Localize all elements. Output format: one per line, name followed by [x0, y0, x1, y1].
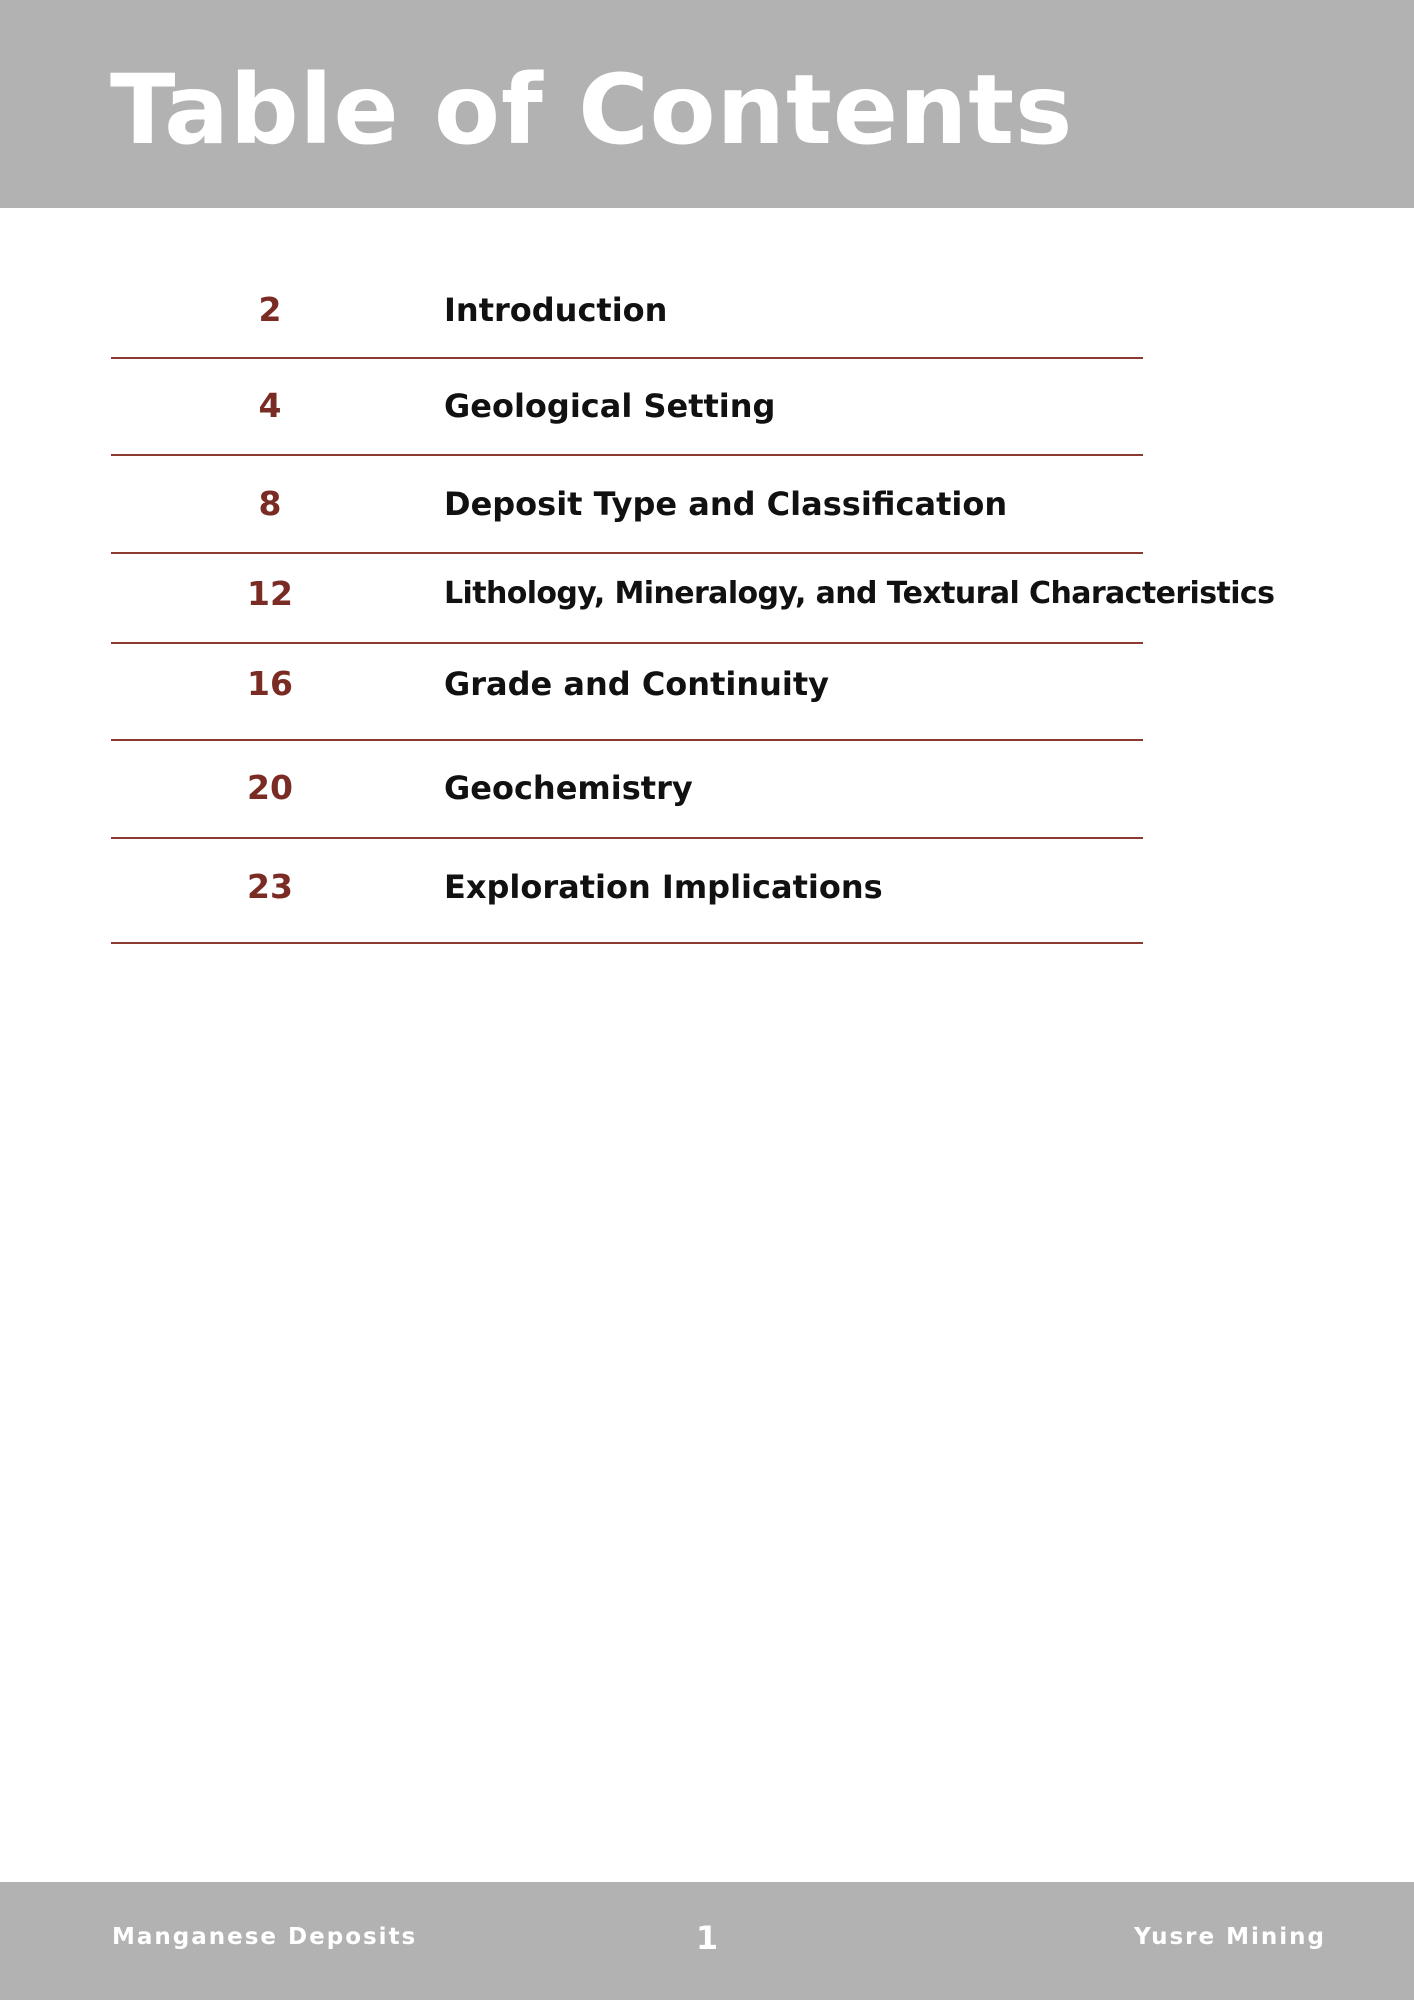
footer-document-title: Manganese Deposits	[112, 1924, 418, 1950]
toc-divider	[111, 357, 1143, 359]
header-band	[0, 0, 1414, 208]
toc-page-number: 8	[258, 484, 282, 523]
toc-entry-title[interactable]: Geochemistry	[444, 769, 693, 807]
footer-company-name: Yusre Mining	[1134, 1924, 1326, 1950]
page-title: Table of Contents	[110, 54, 1074, 166]
toc-entry-title[interactable]: Introduction	[444, 291, 668, 329]
toc-page-number: 20	[247, 768, 293, 807]
toc-page-number: 4	[258, 386, 282, 425]
toc-entry-title[interactable]: Lithology, Mineralogy, and Textural Characteristics	[444, 576, 1275, 611]
toc-page-number: 12	[247, 574, 293, 613]
toc-page-number: 16	[247, 664, 293, 703]
toc-page-number: 2	[258, 290, 282, 329]
toc-entry-title[interactable]: Grade and Continuity	[444, 665, 830, 703]
toc-page-number: 23	[247, 867, 293, 906]
toc-divider	[111, 739, 1143, 741]
toc-entry-title[interactable]: Deposit Type and Classification	[444, 485, 1008, 523]
toc-divider	[111, 837, 1143, 839]
toc-entry-title[interactable]: Exploration Implications	[444, 868, 883, 906]
footer-page-number: 1	[695, 1919, 719, 1957]
toc-divider	[111, 642, 1143, 644]
toc-entry-title[interactable]: Geological Setting	[444, 387, 776, 425]
toc-divider	[111, 552, 1143, 554]
footer-band	[0, 1882, 1414, 2000]
toc-divider	[111, 454, 1143, 456]
toc-divider	[111, 942, 1143, 944]
